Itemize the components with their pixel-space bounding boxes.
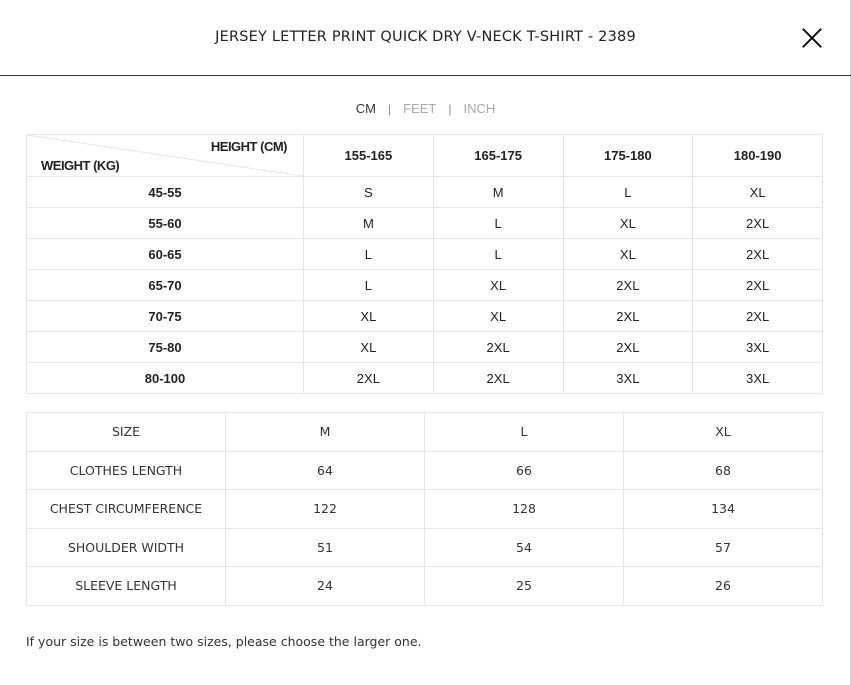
size-cell: 3XL [693, 363, 823, 394]
table-row [27, 177, 823, 208]
weight-row-header: 80-100 [27, 363, 304, 394]
size-cell: 2XL [304, 363, 434, 394]
header-corner-cell [27, 135, 304, 177]
size-cell: L [563, 177, 693, 208]
size-column-header: XL [624, 413, 823, 452]
table-row [27, 208, 823, 239]
size-cell: L [433, 208, 563, 239]
size-cell: XL [304, 301, 434, 332]
table-row [27, 490, 823, 529]
weight-row-header: 70-75 [27, 301, 304, 332]
table-row [27, 239, 823, 270]
measurement-table [26, 412, 823, 606]
table-header-row [27, 135, 823, 177]
measurement-value: 64 [226, 451, 425, 490]
size-cell: 2XL [693, 239, 823, 270]
size-cell: 3XL [693, 332, 823, 363]
measurement-label: CHEST CIRCUMFERENCE [27, 490, 226, 529]
measurement-value: 25 [425, 567, 624, 606]
size-cell: M [304, 208, 434, 239]
size-column-header: SIZE [27, 413, 226, 452]
measurement-label: SHOULDER WIDTH [27, 528, 226, 567]
size-cell: L [304, 270, 434, 301]
table-row [27, 451, 823, 490]
size-cell: 3XL [563, 363, 693, 394]
unit-feet[interactable]: FEET [403, 101, 437, 116]
measurement-label: CLOTHES LENGTH [27, 451, 226, 490]
table-row [27, 270, 823, 301]
unit-cm[interactable]: CM [355, 101, 376, 116]
table-row [27, 528, 823, 567]
size-cell: M [433, 177, 563, 208]
weight-row-header: 55-60 [27, 208, 304, 239]
measurement-value: 57 [624, 528, 823, 567]
measurement-value: 122 [226, 490, 425, 529]
unit-inch[interactable]: INCH [463, 101, 496, 116]
unit-switcher [0, 101, 851, 116]
table-row [27, 301, 823, 332]
table-header-row [27, 413, 823, 452]
size-cell: 2XL [693, 301, 823, 332]
weight-row-header: 45-55 [27, 177, 304, 208]
size-cell: 2XL [693, 270, 823, 301]
modal-title: JERSEY LETTER PRINT QUICK DRY V-NECK T-SHIRT - 2389 [215, 29, 636, 45]
size-cell: XL [563, 239, 693, 270]
height-column-header: 155-165 [304, 135, 434, 177]
weight-row-header: 60-65 [27, 239, 304, 270]
height-axis-label: HEIGHT (CM) [210, 139, 287, 154]
size-advice-note: If your size is between two sizes, please choose the larger one. [26, 634, 422, 649]
weight-row-header: 75-80 [27, 332, 304, 363]
size-cell: 2XL [563, 332, 693, 363]
size-cell: L [304, 239, 434, 270]
measurement-value: 51 [226, 528, 425, 567]
size-cell: 2XL [563, 270, 693, 301]
size-cell: S [304, 177, 434, 208]
table-row [27, 363, 823, 394]
measurement-label: SLEEVE LENGTH [27, 567, 226, 606]
size-cell: XL [693, 177, 823, 208]
height-column-header: 180-190 [693, 135, 823, 177]
size-cell: XL [433, 270, 563, 301]
height-column-header: 175-180 [563, 135, 693, 177]
size-column-header: M [226, 413, 425, 452]
table-row [27, 332, 823, 363]
size-cell: 2XL [433, 332, 563, 363]
weight-row-header: 65-70 [27, 270, 304, 301]
size-cell: 2XL [433, 363, 563, 394]
measurement-value: 54 [425, 528, 624, 567]
measurement-value: 68 [624, 451, 823, 490]
measurement-value: 26 [624, 567, 823, 606]
measurement-value: 128 [425, 490, 624, 529]
size-cell: 2XL [563, 301, 693, 332]
close-icon[interactable] [798, 24, 826, 52]
size-cell: 2XL [693, 208, 823, 239]
size-cell: XL [304, 332, 434, 363]
unit-separator: | [448, 102, 452, 116]
table-row [27, 567, 823, 606]
measurement-value: 134 [624, 490, 823, 529]
measurement-value: 24 [226, 567, 425, 606]
modal-header [0, 0, 851, 76]
size-recommendation-table [26, 134, 823, 394]
unit-separator: | [387, 102, 392, 116]
size-column-header: L [425, 413, 624, 452]
size-cell: L [433, 239, 563, 270]
size-cell: XL [563, 208, 693, 239]
height-column-header: 165-175 [433, 135, 563, 177]
weight-axis-label: WEIGHT (KG) [41, 158, 120, 173]
measurement-value: 66 [425, 451, 624, 490]
size-cell: XL [433, 301, 563, 332]
